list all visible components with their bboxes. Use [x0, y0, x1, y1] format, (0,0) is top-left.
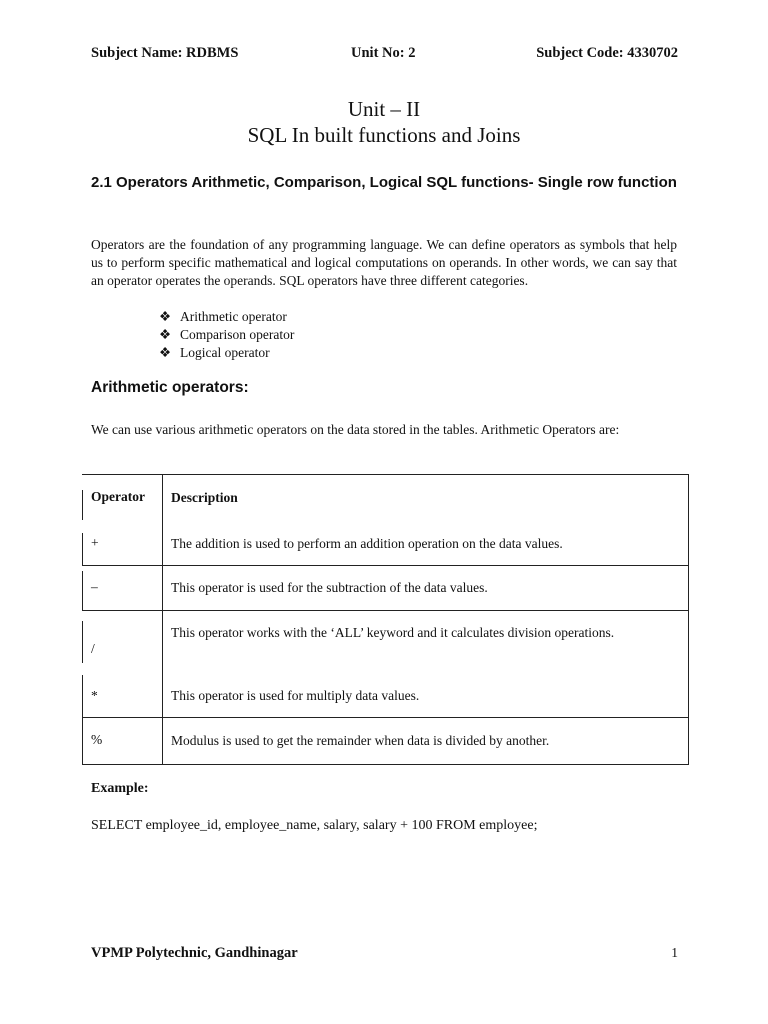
row-divider	[82, 717, 688, 718]
row-divider	[82, 610, 688, 611]
arithmetic-heading: Arithmetic operators:	[91, 379, 249, 396]
page-title	[0, 96, 768, 148]
footer-institution: VPMP Polytechnic, Gandhinagar	[91, 945, 298, 961]
diamond-bullet-icon: ❖	[159, 327, 172, 342]
table-row-operator: /	[91, 641, 95, 656]
diamond-bullet-icon: ❖	[159, 309, 172, 324]
table-row-description: This operator works with the ‘ALL’ keyword and it calculates division operations.	[171, 625, 615, 640]
arithmetic-paragraph: We can use various arithmetic operators on the data stored in the tables. Arithmetic Operators are:	[91, 422, 620, 437]
section-heading: 2.1 Operators Arithmetic, Comparison, Logical SQL functions- Single row function	[91, 174, 677, 191]
table-row-description: This operator is used for the subtraction of the data values.	[171, 580, 488, 595]
left-border-segment	[82, 490, 83, 520]
table-row-operator: –	[91, 579, 98, 594]
unit-subtitle-line: SQL In built functions and Joins	[247, 123, 521, 147]
unit-number: Unit No: 2	[351, 45, 416, 61]
intro-paragraph: Operators are the foundation of any programming language. We can define operators as symbols that help us to perform specific mathematical and logical computations on operands. In other words, we can say that an operator operates the operands. SQL operators have three different categories.	[91, 237, 677, 288]
example-label: Example:	[91, 781, 149, 796]
table-header-description: Description	[171, 490, 238, 505]
example-sql: SELECT employee_id, employee_name, salary, salary + 100 FROM employee;	[91, 818, 538, 833]
unit-title-line: Unit – II	[347, 97, 421, 121]
arithmetic-operators-table	[82, 474, 689, 765]
table-row-operator: +	[91, 535, 99, 550]
page-header	[91, 45, 678, 65]
subject-code: Subject Code: 4330702	[536, 45, 678, 61]
left-border-segment	[82, 533, 83, 565]
table-row-operator: %	[91, 732, 103, 747]
operator-category-list	[159, 308, 294, 362]
table-row-operator: *	[91, 688, 98, 703]
page-number: 1	[671, 945, 678, 960]
left-border-segment	[82, 717, 83, 764]
diamond-bullet-icon: ❖	[159, 345, 172, 360]
list-item: ❖ Arithmetic operator	[159, 309, 287, 324]
row-divider	[82, 565, 688, 566]
table-row-description: This operator is used for multiply data values.	[171, 688, 420, 703]
column-divider	[162, 475, 163, 764]
left-border-segment	[82, 621, 83, 663]
subject-name: Subject Name: RDBMS	[91, 45, 239, 61]
left-border-segment	[82, 675, 83, 717]
table-header-operator: Operator	[91, 489, 145, 504]
table-row-description: The addition is used to perform an addition operation on the data values.	[171, 536, 563, 551]
table-row-description: Modulus is used to get the remainder when data is divided by another.	[171, 733, 550, 748]
left-border-segment	[82, 571, 83, 610]
list-item: ❖ Comparison operator	[159, 327, 295, 342]
list-item: ❖ Logical operator	[159, 345, 270, 360]
